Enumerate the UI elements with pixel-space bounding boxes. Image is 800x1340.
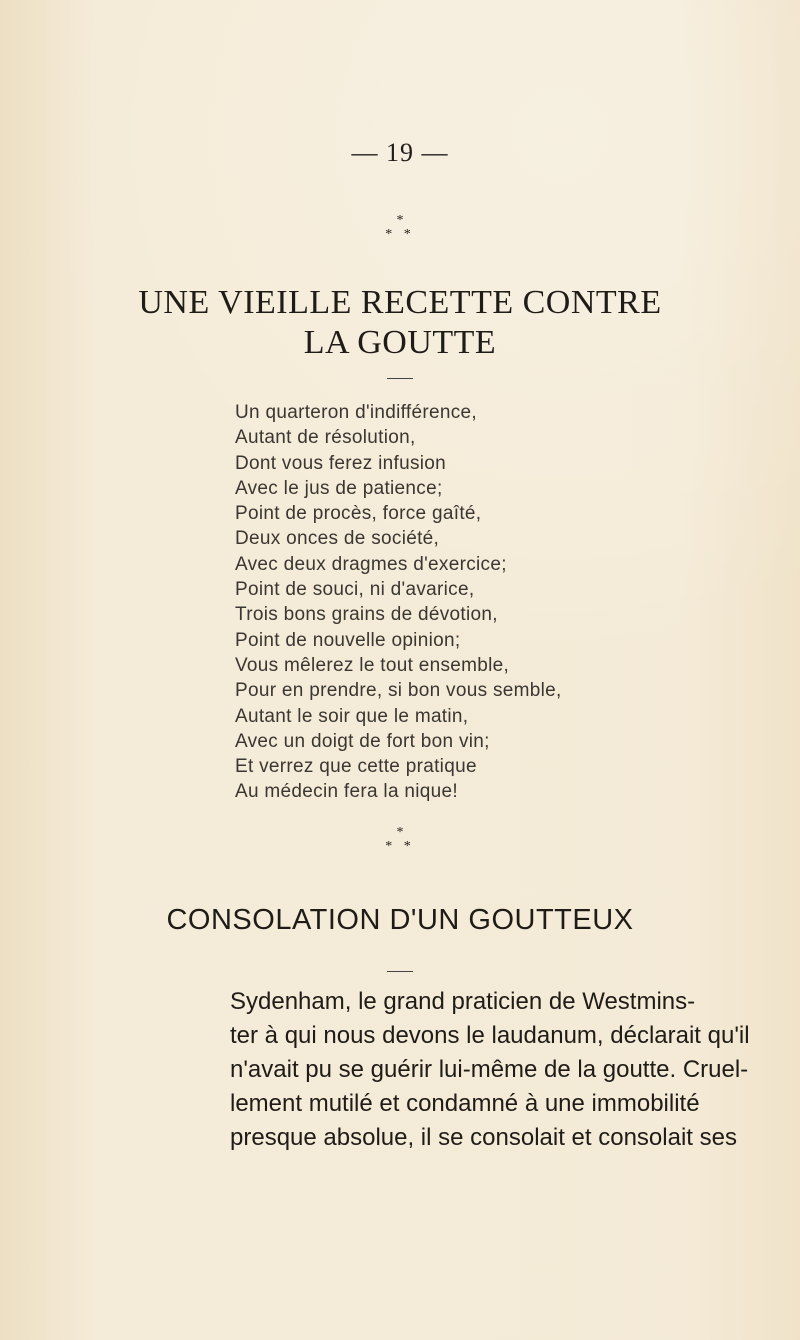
poem-line: Point de procès, force gaîté, bbox=[235, 503, 482, 525]
prose-line: Sydenham, le grand praticien de Westmins- bbox=[230, 988, 696, 1015]
asterism-top: * bbox=[396, 213, 404, 228]
poem-line: Avec deux dragmes d'exercice; bbox=[235, 553, 507, 575]
section-title-line-1: UNE VIEILLE RECETTE CONTRE bbox=[138, 284, 662, 321]
poem-line: Pour en prendre, si bon vous semble, bbox=[235, 680, 562, 702]
poem-line: Dont vous ferez infusion bbox=[235, 452, 447, 474]
poem-line: Autant le soir que le matin, bbox=[235, 705, 469, 727]
prose-line: lement mutilé et condamné à une immobilité bbox=[230, 1090, 700, 1117]
poem-line: Vous mêlerez le tout ensemble, bbox=[235, 654, 510, 676]
poem-line: Et verrez que cette pratique bbox=[235, 756, 477, 778]
poem-line: Au médecin fera la nique! bbox=[235, 781, 458, 803]
page-number: — 19 — bbox=[351, 138, 449, 167]
asterism-divider-2 bbox=[0, 826, 800, 853]
poem-line: Point de souci, ni d'avarice, bbox=[235, 579, 475, 601]
poem-line: Un quarteron d'indifférence, bbox=[235, 402, 477, 423]
prose-line: ter à qui nous devons le laudanum, déclarait qu'il bbox=[230, 1022, 750, 1049]
asterism-top: * bbox=[396, 825, 404, 840]
section-title-line-2: LA GOUTTE bbox=[303, 324, 497, 361]
poem-line: Avec le jus de patience; bbox=[235, 477, 443, 499]
section-title-consolation: CONSOLATION D'UN GOUTTEUX bbox=[166, 904, 634, 936]
poem-line: Avec un doigt de fort bon vin; bbox=[235, 730, 490, 752]
poem bbox=[235, 400, 655, 805]
asterism-bottom: * * bbox=[385, 839, 415, 854]
asterism-bottom: * * bbox=[385, 227, 415, 242]
prose-paragraph bbox=[230, 985, 750, 1155]
prose-line: presque absolue, il se consolait et consolait ses bbox=[230, 1124, 737, 1151]
poem-line: Point de nouvelle opinion; bbox=[235, 629, 461, 651]
section-title-recette bbox=[0, 283, 800, 363]
asterism-divider-1 bbox=[0, 214, 800, 241]
poem-line: Deux onces de société, bbox=[235, 528, 440, 550]
prose-line: n'avait pu se guérir lui-même de la goutte. Cruel- bbox=[230, 1056, 749, 1083]
poem-line: Autant de résolution, bbox=[235, 427, 416, 449]
title-rule-1 bbox=[387, 378, 413, 379]
title-rule-2 bbox=[387, 971, 413, 972]
poem-line: Trois bons grains de dévotion, bbox=[235, 604, 498, 626]
